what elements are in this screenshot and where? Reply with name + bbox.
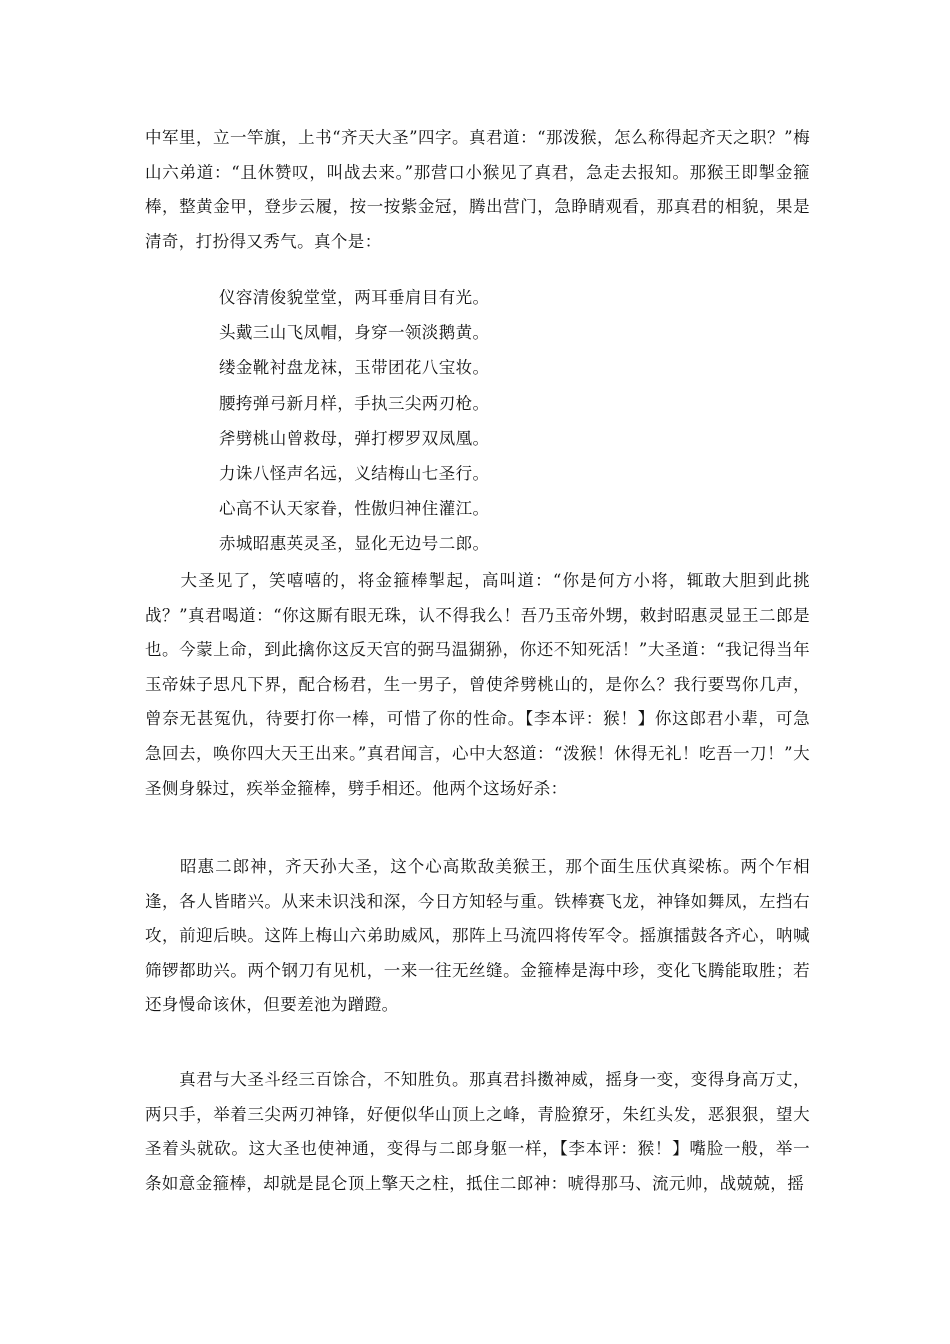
poem-line: 心高不认天家眷，性傲归神住灌江。 [219,499,490,519]
paragraph-intro: 中军里，立一竿旗，上书“齐天大圣”四字。真君道：“那泼猴，怎么称得起齐天之职？”梅山六弟道：“且休赞叹，叫战去来。”那营口小猴见了真君，急走去报知。那猴王即掣金箍棒，整黄金甲，登步云履，按一按紫金冠，腾出营门，急睁睛观看，那真君的相貌，果是清奇，打扮得又秀气。真个是： [145,128,810,251]
poem-line: 赤城昭惠英灵圣，显化无边号二郎。 [219,534,490,554]
poem-line: 仪容清俊貌堂堂，两耳垂肩目有光。 [219,288,490,307]
poem-line: 缕金靴衬盘龙袜，玉带团花八宝妆。 [219,358,490,378]
poem-line: 头戴三山飞凤帽，身穿一领淡鹅黄。 [219,323,490,343]
poem-line: 斧劈桃山曾救母，弹打椤罗双凤凰。 [219,428,490,448]
poem-line: 腰挎弹弓新月样，手执三尖两刃枪。 [219,393,490,413]
paragraph-transformation: 真君与大圣斗经三百馀合，不知胜负。那真君抖擞神威，摇身一变，变得身高万丈，两只手，举着三尖两刃神锋，好便似华山顶上之峰，青脸獠牙，朱红头发，恶狠狠，望大圣着头就砍。这大圣也使神通，变得与二郎身躯一样，【李本评：猴！】嘴脸一般，举一条如意金箍棒，却就是昆仑顶上擎天之柱，抵住二郎神：唬得那马、流元帅，战兢兢，摇 [145,1070,810,1193]
paragraph-battle-verse: 昭惠二郎神，齐天孙大圣，这个心高欺敌美猴王，那个面生压伏真梁栋。两个乍相逢，各人皆睹兴。从来未识浅和深，今日方知轻与重。铁棒赛飞龙，神锋如舞凤，左挡右攻，前迎后映。这阵上梅山六弟助威风，那阵上马流四将传军令。摇旗擂鼓各齐心，呐喊筛锣都助兴。两个钢刀有见机，一来一往无丝缝。金箍棒是海中珍，变化飞腾能取胜；若还身慢命该休，但要差池为蹭蹬。 [145,857,810,1015]
poem-line: 力诛八怪声名远，义结梅山七圣行。 [219,464,490,484]
poem-erlang-description [219,280,779,562]
paragraph-challenge: 大圣见了，笑嘻嘻的，将金箍棒掣起，高叫道：“你是何方小将，辄敢大胆到此挑战？”真君喝道：“你这厮有眼无珠，认不得我么！吾乃玉帝外甥，敕封昭惠灵显王二郎是也。今蒙上命，到此擒你这反天宫的弼马温猢狲，你还不知死活！”大圣道：“我记得当年玉帝妹子思凡下界，配合杨君，生一男子，曾使斧劈桃山的，是你么？我行要骂你几声，曾奈无甚冤仇，待要打你一棒，可惜了你的性命。【李本评：猴！】你这郎君小辈，可急急回去，唤你四大天王出来。”真君闻言，心中大怒道：“泼猴！休得无礼！吃吾一刀！”大圣侧身躲过，疾举金箍棒，劈手相还。他两个这场好杀： [145,571,810,798]
